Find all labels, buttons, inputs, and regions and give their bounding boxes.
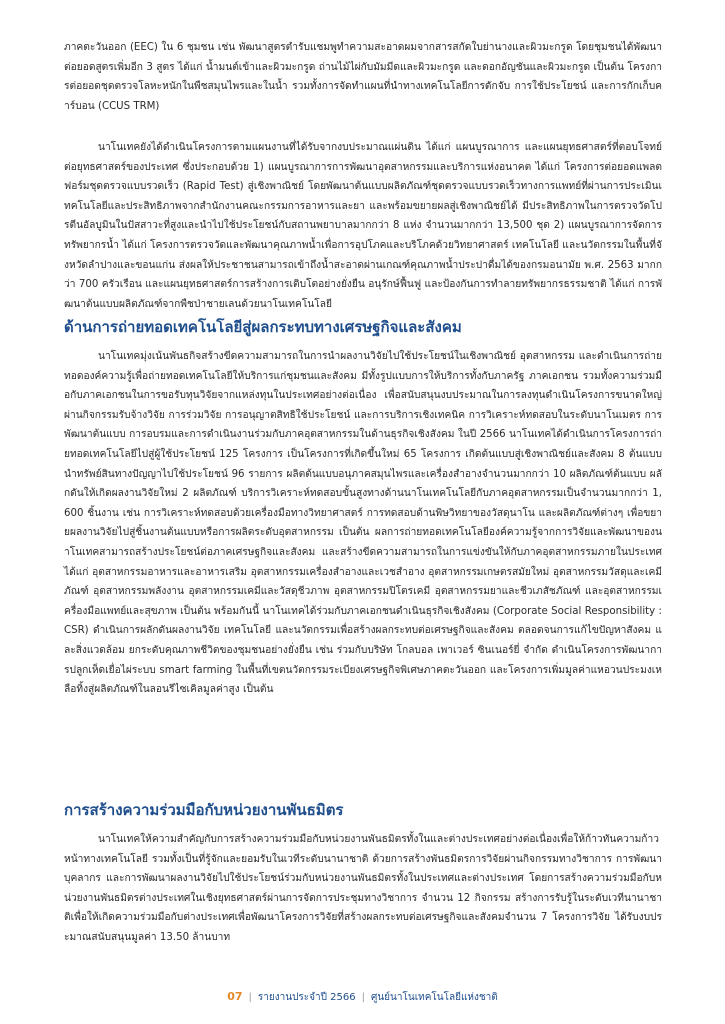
section-heading-partnerships: การสร้างความร่วมมือกับหน่วยงานพันธมิตร bbox=[64, 801, 344, 819]
partnerships-paragraph: นาโนเทคให้ความสำคัญกับการสร้างความร่วมมือกับหน่วยงานพันธมิตรทั้งในและต่างประเทศอย่างต่อเนื่องเพื่อให้ก้าวทันความก้าวหน้าทางเทคโนโลยี รวมทั้งเป็นที่รู้จักและยอมรับในเวทีระดับนานาชาติ ด้วยการสร้างพันธมิตรการวิจัยผ่านกิจกรรมทางวิชาการ การพัฒนาบุคลากร และการพัฒนาผลงานวิจัยไปใช้ประโยชน์ร่วมกับหน่วยงานพันธมิตรทั้งในประเทศและต่างประเทศ โดยการสร้างความร่วมมือกับหน่วยงานพันธมิตรต่างประเทศในเชิงยุทธศาสตร์ผ่านการจัดการประชุมทางวิชาการ จำนวน 12 กิจกรรม สร้างการรับรู้ในระดับเวทีนานาชาติเพื่อให้เกิดความร่วมมือกับต่างประเทศเพื่อพัฒนาโครงการวิจัยที่สร้างผลกระทบต่อเศรษฐกิจและสังคมจำนวน 7 โครงการวิจัย ได้รับงบประมาณสนับสนุนมูลค่า 13.50 ล้านบาท bbox=[64, 834, 662, 943]
footer-separator: | bbox=[361, 992, 365, 1003]
page-number: 07 bbox=[227, 990, 243, 1003]
section-heading-technology-transfer: ด้านการถ่ายทอดเทคโนโลยีสู่ผลกระทบทางเศรษฐกิจและสังคม bbox=[64, 318, 462, 336]
report-title: รายงานประจำปี 2566 bbox=[257, 992, 356, 1003]
intro-paragraph-2: นาโนเทคยังได้ดำเนินโครงการตามแผนงานที่ได้รับจากงบประมาณแผ่นดิน ได้แก่ แผนบูรณาการ และแผนยุทธศาสตร์ที่ตอบโจทย์ต่อยุทธศาสตร์ของประเทศ ซึ่งประกอบด้วย 1) แผนบูรณาการการพัฒนาอุตสาหกรรมและบริการแห่งอนาคต ได้แก่ โครงการต่อยอดแพลตฟอร์มชุดตรวจแบบรวดเร็ว (Rapid Test) สู่เชิงพาณิชย์ โดยพัฒนาต้นแบบผลิตภัณฑ์ชุดตรวจแบบรวดเร็วทางการแพทย์ที่ผ่านการประเมินเทคโนโลยีและประสิทธิภาพจากสำนักงานคณะกรรมการอาหารและยา และพร้อมขยายผลสู่เชิงพาณิชย์ได้ มีประสิทธิภาพในการตรวจวัดโปรตีนอัลบูมินในปัสสาวะที่สูงและนำไปใช้ประโยชน์กับสถานพยาบาลมากกว่า 8 แห่ง จำนวนมากกว่า 13,500 ชุด 2) แผนบูรณาการจัดการทรัพยากรน้ำ ได้แก่ โครงการตรวจวัดและพัฒนาคุณภาพน้ำเพื่อการอุปโภคและบริโภคด้วยวิทยาศาสตร์ เทคโนโลยี และนวัตกรรมในพื้นที่จังหวัดลำปางและขอนแก่น ส่งผลให้ประชาชนสามารถเข้าถึงน้ำสะอาดผ่านเกณฑ์คุณภาพน้ำประปาดื่มได้ของกรมอนามัย พ.ศ. 2563 มากกว่า 700 ครัวเรือน และแผนยุทธศาสตร์การสร้างการเติบโตอย่างยั่งยืน อนุรักษ์ฟื้นฟู และป้องกันการทำลายทรัพยากรธรรมชาติ ได้แก่ การพัฒนาต้นแบบผลิตภัณฑ์จากพืชป่าชายเลนด้วยนาโนเทคโนโลยี bbox=[64, 142, 662, 310]
technology-transfer-paragraph: นาโนเทคมุ่งเน้นพันธกิจสร้างขีดความสามารถในการนำผลงานวิจัยไปใช้ประโยชน์ในเชิงพาณิชย์ อุตสาหกรรม และดำเนินการถ่ายทอดองค์ความรู้เพื่อถ่ายทอดเทคโนโลยีให้บริการแก่ชุมชนและสังคม มีทั้งรูปแบบการให้บริการทั้งกับภาครัฐ ภาคเอกชน รวมทั้งความร่วมมือกับภาคเอกชนในการขอรับทุนวิจัยจากแหล่งทุนในประเทศอย่างต่อเนื่อง เพื่อสนับสนุนงบประมาณในการลงทุนดำเนินโครงการขนาดใหญ่ผ่านกิจกรรมรับจ้างวิจัย การร่วมวิจัย การอนุญาตสิทธิใช้ประโยชน์ และการบริการเชิงเทคนิค การวิเคราะห์ทดสอบในระดับนาโนเมตร การพัฒนาต้นแบบ การอบรมและการดำเนินงานร่วมกับภาคอุตสาหกรรมในด้านธุรกิจเชิงสังคม ในปี 2566 นาโนเทคได้ดำเนินการโครงการถ่ายทอดเทคโนโลยีไปสู่ผู้ใช้ประโยชน์ 125 โครงการ เป็นโครงการที่เกิดขึ้นใหม่ 65 โครงการ เกิดต้นแบบสู่เชิงพาณิชย์และสังคม 8 ต้นแบบ นำทรัพย์สินทางปัญญาไปใช้ประโยชน์ 96 รายการ ผลิตต้นแบบอนุภาคสมุนไพรและเครื่องสำอางจำนวนมากกว่า 10 ผลิตภัณฑ์ต้นแบบ ผลักดันให้เกิดผลงานวิจัยใหม่ 2 ผลิตภัณฑ์ บริการวิเคราะห์ทดสอบขั้นสูงทางด้านนาโนเทคโนโลยีกับภาคอุตสาหกรรมเป็นจำนวนมากกว่า 1,600 ชิ้นงาน เช่น การวิเคราะห์ทดสอบด้วยเครื่องมือทางวิทยาศาสตร์ การทดสอบด้านพิษวิทยาของวัสดุนาโน และผลิตภัณฑ์ต่างๆ เพื่อขยายผลงานวิจัยไปสู่ชิ้นงานต้นแบบหรือการผลิตระดับอุตสาหกรรม เป็นต้น ผลการถ่ายทอดเทคโนโลยีองค์ความรู้จากการวิจัยและพัฒนาของนาโนเทคสามารถสร้างประโยชน์ต่อภาคเศรษฐกิจและสังคม และสร้างขีดความสามารถในการแข่งขันให้กับภาคอุตสาหกรรมภายในประเทศ ได้แก่ อุตสาหกรรมอาหารและอาหารเสริม อุตสาหกรรมเครื่องสำอางและเวชสำอาง อุตสาหกรรมเกษตรสมัยใหม่ อุตสาหกรรมวัสดุและเคมีภัณฑ์ อุตสาหกรรมพลังงาน อุตสาหกรรมเคมีและวัสดุชีวภาพ อุตสาหกรรมปิโตรเคมี อุตสาหกรรมยาและชีวเภสัชภัณฑ์ และอุตสาหกรรมเครื่องมือแพทย์และสุขภาพ เป็นต้น พร้อมกันนี้ นาโนเทคได้ร่วมกับภาคเอกชนดำเนินธุรกิจเชิงสังคม (Corporate Social Responsibility : CSR) ดำเนินการผลักดันผลงานวิจัย เทคโนโลยี และนวัตกรรมเพื่อสร้างผลกระทบต่อเศรษฐกิจและสังคม ตลอดจนการแก้ไขปัญหาสังคม และสิ่งแวดล้อม ยกระดับคุณภาพชีวิตของชุมชนอย่างยั่งยืน เช่น ร่วมกับบริษัท โกลบอล เพาเวอร์ ซินเนอร์ยี่ จำกัด ดำเนินโครงการพัฒนาการปลูกเห็ดเยื่อไผ่ระบบ smart farming ในพื้นที่เขตนวัตกรรมระเบียงเศรษฐกิจพิเศษภาคตะวันออก และโครงการเพิ่มมูลค่าแหอวนประมงเหลือทิ้งสู่ผลิตภัณฑ์ในลอนรีไซเคิลมูลค่าสูง เป็นต้น bbox=[64, 351, 662, 696]
organization-name: ศูนย์นาโนเทคโนโลยีแห่งชาติ bbox=[371, 992, 498, 1003]
footer-separator: | bbox=[248, 992, 252, 1003]
intro-paragraph-1: ภาคตะวันออก (EEC) ใน 6 ชุมชน เช่น พัฒนาสูตรตำรับแชมพูทำความสะอาดผมจากสารสกัดใบย่านางและผิวมะกรูด โดยชุมชนได้พัฒนาต่อยอดสูตรเพิ่มอีก 3 สูตร ได้แก่ น้ำมนต์เข้าและผิวมะกรูด ถ่านไม้ไผ่กับมัมมีดและผิวมะกรูด และดอกอัญชันและผิวมะกรูด เป็นต้น โครงการต่อยอดชุดตรวจโลหะหนักในพืชสมุนไพรและในน้ำ รวมทั้งการจัดทำแผนที่นำทางเทคโนโลยีการดักจับ การใช้ประโยชน์ และการกักเก็บคาร์บอน (CCUS TRM) bbox=[64, 42, 662, 112]
page-footer bbox=[0, 990, 725, 1005]
page-content bbox=[64, 38, 662, 948]
